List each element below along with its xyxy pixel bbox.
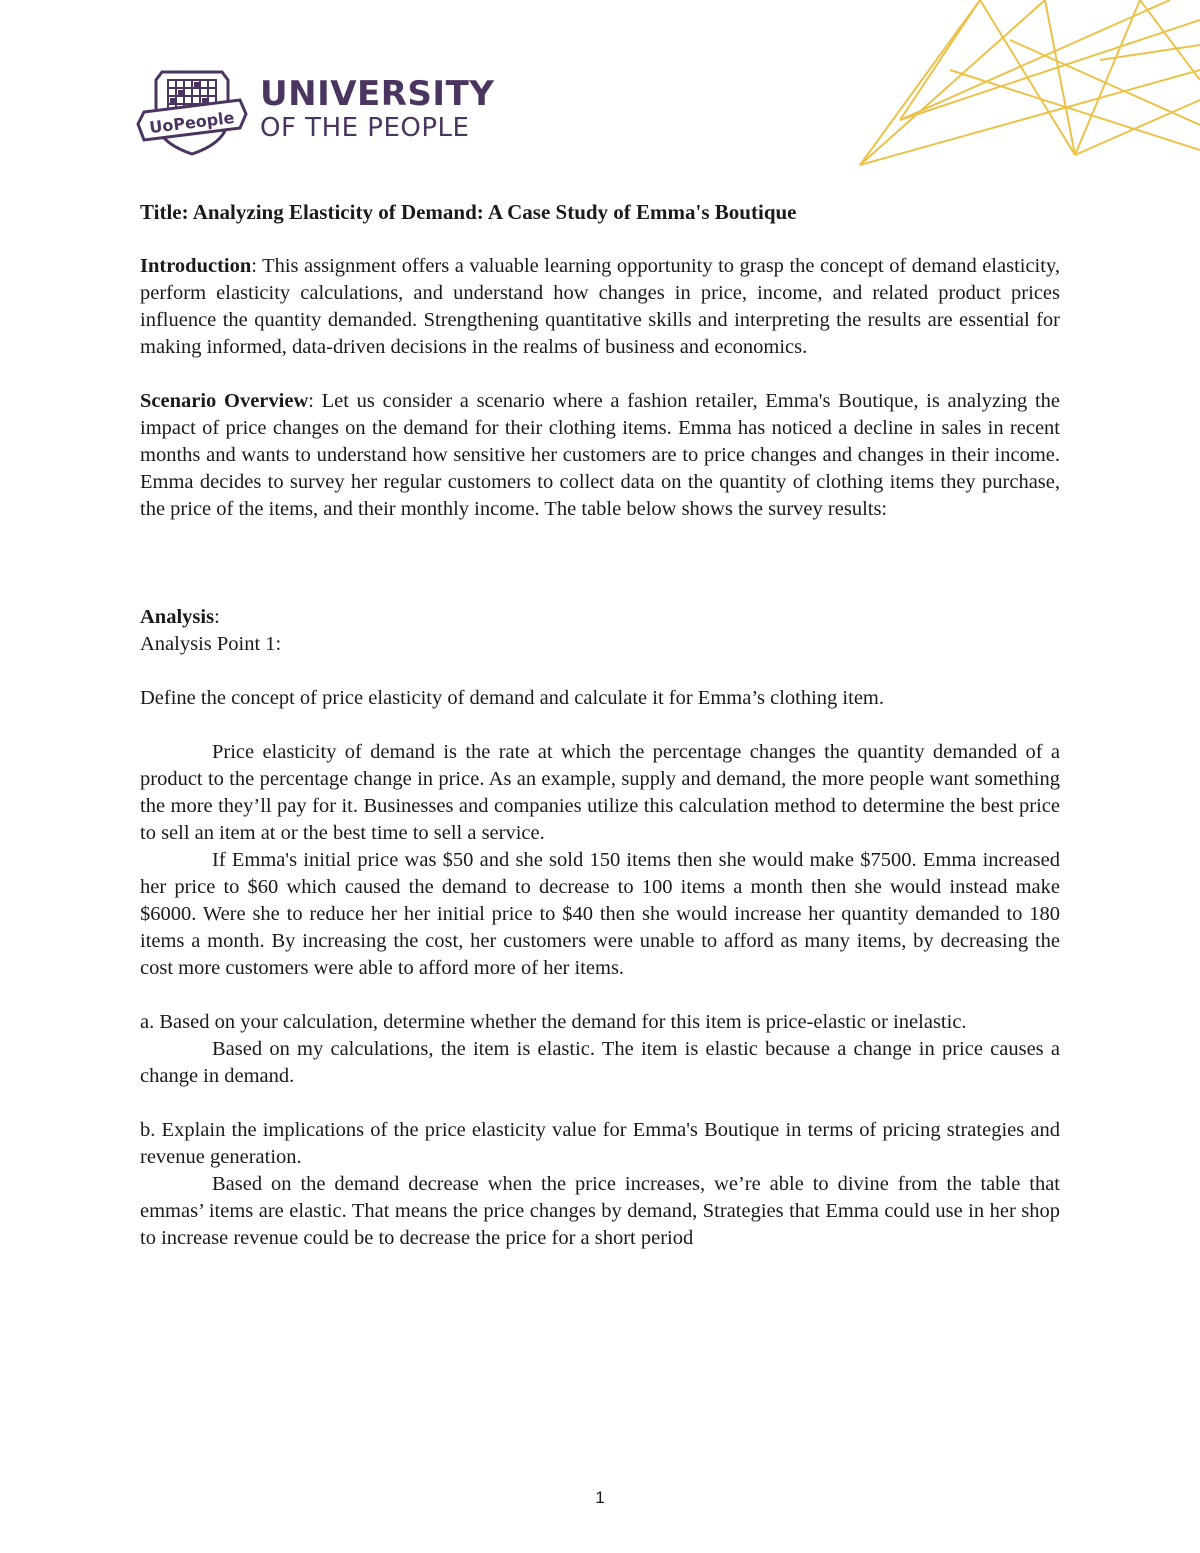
- question-a: a. Based on your calculation, determine whether the demand for this item is price-elastic or inelastic.: [140, 1011, 967, 1033]
- analysis-heading: [140, 604, 1060, 631]
- logo-line1: UNIVERSITY: [260, 74, 495, 114]
- logo-line2: OF THE PEOPLE: [260, 113, 470, 143]
- decorative-lines-graphic: [840, 0, 1200, 170]
- page-number: 1: [595, 1488, 605, 1507]
- logo-wordmark: [260, 76, 494, 144]
- analysis-colon: :: [214, 606, 220, 628]
- analysis-label: Analysis: [140, 606, 215, 628]
- crest-icon: [136, 66, 248, 158]
- analysis-point-label: Analysis Point 1:: [140, 633, 282, 655]
- question-main: Define the concept of price elasticity of demand and calculate it for Emma’s clothing item.: [140, 687, 884, 709]
- document-body: [140, 199, 1060, 1252]
- question-b: b. Explain the implications of the price elasticity value for Emma's Boutique in terms of pricing strategies and revenue generation.: [140, 1119, 1060, 1168]
- introduction-paragraph: [140, 253, 1060, 361]
- university-logo: [136, 66, 506, 161]
- introduction-label: Introduction: [140, 255, 252, 277]
- scenario-text: : Let us consider a scenario where a fashion retailer, Emma's Boutique, is analyzing the impact of price changes on the demand for their clothing items. Emma has noticed a decline in sales in recent months and wants to understand how sensitive her customers are to price changes and changes in their income. Emma decides to survey her regular customers to collect data on the quantity of clothing items they purchase, the price of the items, and their monthly income. The table below shows the survey results:: [140, 390, 1060, 520]
- answer-a: Based on my calculations, the item is elastic. The item is elastic because a change in price causes a change in demand.: [140, 1038, 1060, 1087]
- answer-b: Based on the demand decrease when the price increases, we’re able to divine from the table that emmas’ items are elastic. That means the price changes by demand, Strategies that Emma could use in her shop to increase revenue could be to decrease the price for a short period: [140, 1173, 1060, 1249]
- scenario-paragraph: [140, 388, 1060, 523]
- answer-main-paragraph-2: If Emma's initial price was $50 and she sold 150 items then she would make $7500. Emma increased her price to $60 which caused the demand to decrease to 100 items a month then she would instead make $6000. Were she to reduce her her initial price to $40 then she would increase her quantity demanded to 180 items a month. By increasing the cost, her customers were unable to afford as many items, by decreasing the cost more customers were able to afford more of her items.: [140, 849, 1060, 979]
- document-title: Title: Analyzing Elasticity of Demand: A Case Study of Emma's Boutique: [140, 200, 797, 224]
- introduction-text: : This assignment offers a valuable learning opportunity to grasp the concept of demand elasticity, perform elasticity calculations, and understand how changes in price, income, and related product prices influence the quantity demanded. Strengthening quantitative skills and interpreting the results are essential for making informed, data-driven decisions in the realms of business and economics.: [140, 255, 1060, 358]
- answer-main-paragraph-1: Price elasticity of demand is the rate at which the percentage changes the quantity demanded of a product to the percentage change in price. As an example, supply and demand, the more people want something the more they’ll pay for it. Businesses and companies utilize this calculation method to determine the best price to sell an item at or the best time to sell a service.: [140, 741, 1060, 844]
- logo-badge-text: UoPeople: [148, 107, 236, 138]
- scenario-label: Scenario Overview: [140, 390, 309, 412]
